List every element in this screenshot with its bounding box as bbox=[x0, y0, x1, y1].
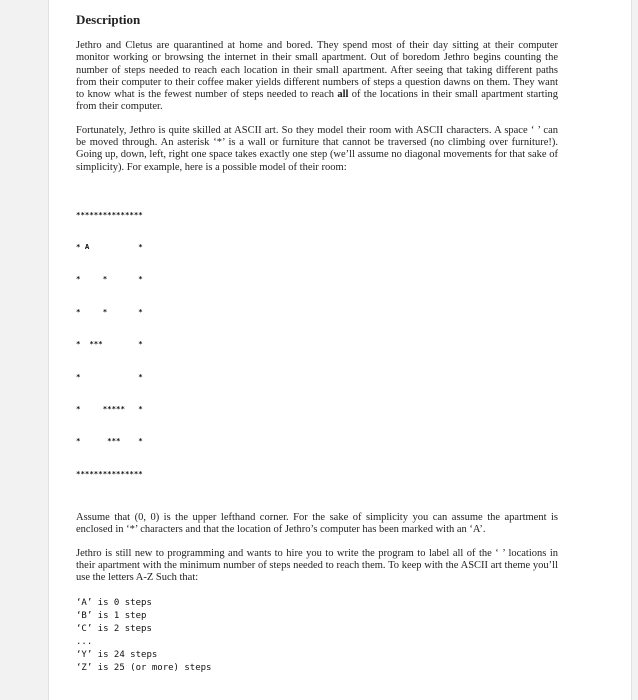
step-label-line: ‘C’ is 2 steps bbox=[76, 623, 152, 634]
intro-bold-word: all bbox=[337, 89, 349, 101]
step-label-line: ‘A’ is 0 steps bbox=[76, 597, 152, 608]
intro-paragraph bbox=[76, 40, 558, 114]
ascii-row: * A * bbox=[76, 241, 143, 251]
ascii-row: * * bbox=[76, 371, 143, 381]
task-paragraph: Jethro is still new to programming and wants to hire you to write the program to label all of the ‘ ’ locations in their apartment with the minimum number of steps needed to reach them. To keep with the ASCII art theme you’ll use the letters A-Z Such that: bbox=[76, 547, 558, 584]
step-label-line: ‘B’ is 1 step bbox=[76, 610, 147, 621]
coordinates-paragraph: Assume that (0, 0) is the upper lefthand corner. For the sake of simplicity you can assume the apartment is enclosed in ‘*’ characters and that the location of Jethro’s computer has been marked with an ‘A’. bbox=[76, 512, 558, 536]
document-content bbox=[76, 12, 558, 675]
ascii-row: * * * bbox=[76, 306, 143, 316]
document-page bbox=[48, 0, 632, 700]
step-label-line: ‘Z’ is 25 (or more) steps bbox=[76, 662, 212, 673]
ascii-row: * *** * bbox=[76, 339, 143, 349]
step-label-line: ‘Y’ is 24 steps bbox=[76, 649, 158, 660]
ascii-row: * *** * bbox=[76, 436, 143, 446]
ascii-row: * ***** * bbox=[76, 403, 143, 413]
step-label-ellipsis: ... bbox=[76, 636, 93, 647]
ascii-row: *************** bbox=[76, 468, 143, 478]
step-label-list bbox=[76, 597, 558, 675]
ascii-row: * * * bbox=[76, 274, 143, 284]
ascii-explanation-paragraph: Fortunately, Jethro is quite skilled at ASCII art. So they model their room with ASCII characters. A space ‘ ’ can be moved through. An asterisk ‘*’ is a wall or furniture that cannot be traversed (no climbing over furniture!). Going up, down, left, right one space takes exactly one step (we’ll assume no diagonal movements for that sake of simplicity). For example, here is a possible model of their room: bbox=[76, 124, 558, 173]
ascii-room-model bbox=[76, 188, 558, 501]
ascii-row: *************** bbox=[76, 209, 143, 219]
intro-text-start: Jethro and Cletus are quarantined at home and bored. They spend most of their day sitting at their computer monitor working or browsing the internet in their small apartment. Out of boredom Jethro begins counting the number of steps needed to reach each location in their small apartment. After seeing that taking different paths from their computer to their coffee maker yields different numbers of steps a question dawns on them. They want to know what is the fewest number of steps needed to reach bbox=[76, 40, 558, 101]
section-heading: Description bbox=[76, 12, 141, 27]
intro-text-end: of the locations in their small apartment starting from their computer. bbox=[76, 89, 558, 113]
